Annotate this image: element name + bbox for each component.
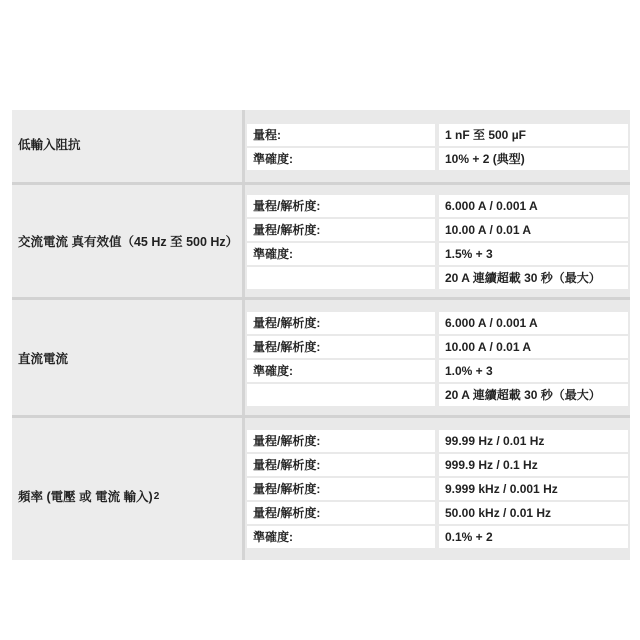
table-row — [245, 478, 630, 500]
footnote-marker: 2 — [153, 490, 160, 502]
section-label — [12, 418, 242, 560]
table-row — [245, 360, 630, 382]
row-value: 50.00 kHz / 0.01 Hz — [439, 502, 628, 524]
section-frequency — [12, 418, 630, 560]
row-key: 準確度: — [247, 148, 435, 170]
column-divider — [242, 110, 245, 182]
row-key: 準確度: — [247, 243, 435, 265]
section-label — [12, 300, 242, 415]
row-value: 10.00 A / 0.01 A — [439, 219, 628, 241]
row-key: 量程/解析度: — [247, 195, 435, 217]
section-label-text: 直流電流 — [18, 351, 69, 366]
row-key: 準確度: — [247, 360, 435, 382]
section-label — [12, 110, 242, 182]
spec-table — [12, 110, 630, 560]
table-row — [245, 219, 630, 241]
table-row — [245, 195, 630, 217]
row-value: 10.00 A / 0.01 A — [439, 336, 628, 358]
row-value: 1.5% + 3 — [439, 243, 628, 265]
section-label-text: 交流電流 真有效值（45 Hz 至 500 Hz） — [18, 235, 239, 249]
row-key: 量程/解析度: — [247, 454, 435, 476]
row-key: 量程/解析度: — [247, 502, 435, 524]
row-key — [247, 384, 435, 406]
row-value: 6.000 A / 0.001 A — [439, 312, 628, 334]
table-row — [245, 430, 630, 452]
table-row — [245, 243, 630, 265]
row-key: 量程/解析度: — [247, 430, 435, 452]
table-row — [245, 267, 630, 289]
row-value: 1.0% + 3 — [439, 360, 628, 382]
row-value: 9.999 kHz / 0.001 Hz — [439, 478, 628, 500]
table-row — [245, 124, 630, 146]
table-row — [245, 526, 630, 548]
row-key: 準確度: — [247, 526, 435, 548]
row-key: 量程/解析度: — [247, 312, 435, 334]
section-label-text: 低輸入阻抗 — [18, 138, 81, 152]
section-label — [12, 185, 242, 297]
row-key: 量程/解析度: — [247, 478, 435, 500]
table-row — [245, 384, 630, 406]
row-value: 10% + 2 (典型) — [439, 148, 628, 170]
table-row — [245, 148, 630, 170]
table-row — [245, 336, 630, 358]
row-key — [247, 267, 435, 289]
row-value: 999.9 Hz / 0.1 Hz — [439, 454, 628, 476]
row-value: 20 A 連續超載 30 秒（最大） — [439, 384, 628, 406]
section-dc-current — [12, 300, 630, 415]
row-value: 0.1% + 2 — [439, 526, 628, 548]
row-key: 量程/解析度: — [247, 336, 435, 358]
row-key: 量程/解析度: — [247, 219, 435, 241]
row-value: 99.99 Hz / 0.01 Hz — [439, 430, 628, 452]
section-ac-current — [12, 185, 630, 297]
row-value: 1 nF 至 500 µF — [439, 124, 628, 146]
row-value: 6.000 A / 0.001 A — [439, 195, 628, 217]
row-key: 量程: — [247, 124, 435, 146]
row-value: 20 A 連續超載 30 秒（最大） — [439, 267, 628, 289]
table-row — [245, 312, 630, 334]
section-low-input-impedance — [12, 110, 630, 182]
table-row — [245, 454, 630, 476]
section-label-text: 頻率 (電壓 或 電流 輸入) — [18, 490, 153, 504]
table-row — [245, 502, 630, 524]
